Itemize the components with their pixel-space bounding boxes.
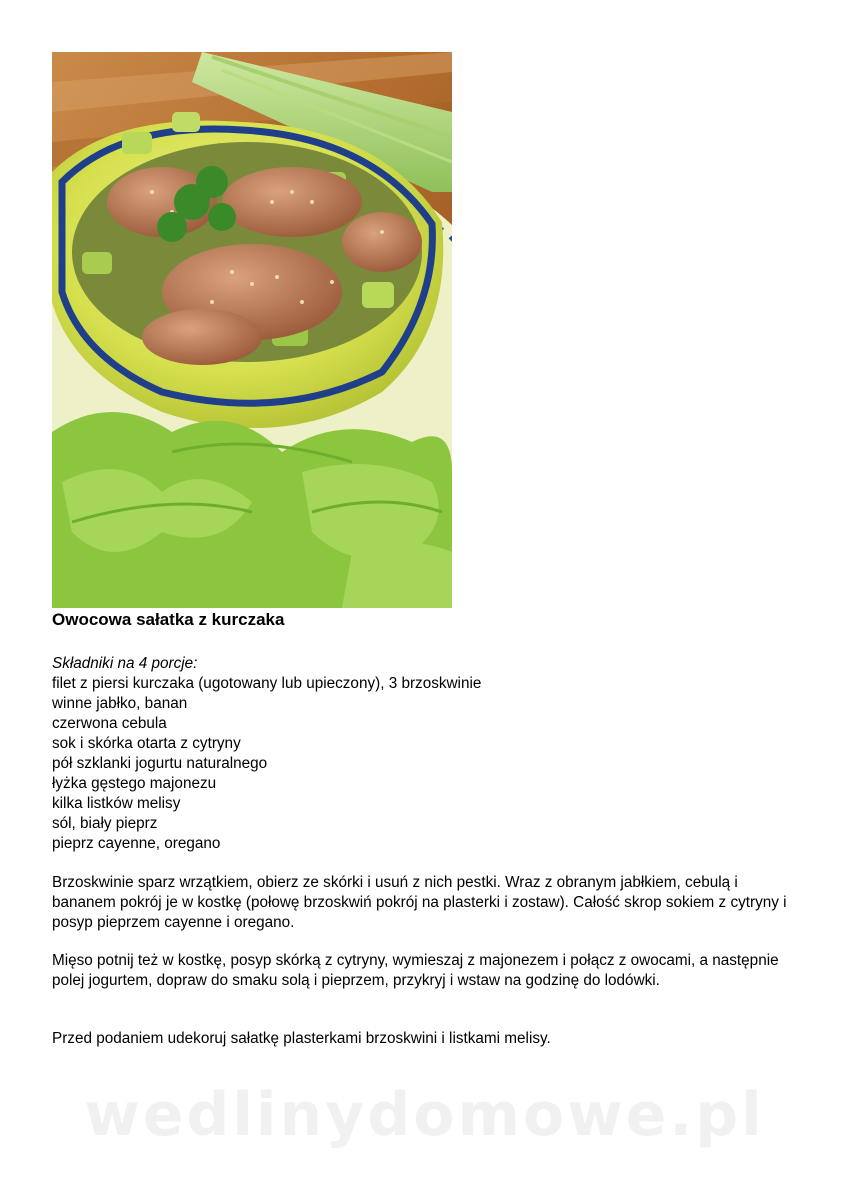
ingredient-item: pieprz cayenne, oregano	[52, 835, 221, 852]
ingredients-heading: Składniki na 4 porcje:	[52, 655, 198, 672]
ingredient-item: pół szklanki jogurtu naturalnego	[52, 755, 268, 772]
watermark: wedlinydomowe.pl	[84, 1080, 765, 1150]
instruction-paragraph: Mięso potnij też w kostkę, posyp skórką z cytryny, wymieszaj z majonezem i połącz z owocami, a następnie polej jogurtem, dopraw do smaku solą i pieprzem, przykryj i wstaw na godzinę do lodówki.	[52, 952, 779, 989]
ingredient-item: sól, biały pieprz	[52, 815, 158, 832]
ingredient-item: kilka listków melisy	[52, 795, 181, 812]
recipe-photo	[52, 52, 452, 608]
ingredient-item: filet z piersi kurczaka (ugotowany lub upieczony), 3 brzoskwinie	[52, 675, 482, 692]
ingredients-list	[52, 674, 481, 854]
ingredients-section	[52, 654, 481, 854]
ingredient-item: winne jabłko, banan	[52, 695, 188, 712]
ingredient-item: łyżka gęstego majonezu	[52, 775, 217, 792]
recipe-title: Owocowa sałatka z kurczaka	[52, 610, 285, 629]
instruction-paragraph: Przed podaniem udekoruj sałatkę plasterkami brzoskwini i listkami melisy.	[52, 1030, 551, 1047]
instruction-paragraph: Brzoskwinie sparz wrzątkiem, obierz ze skórki i usuń z nich pestki. Wraz z obranym jabłkiem, cebulą i bananem pokrój je w kostkę (połowę brzoskwiń pokrój na plasterki i zostaw). Całość skrop sokiem z cytryny i posyp pieprzem cayenne i oregano.	[52, 874, 787, 931]
ingredient-item: sok i skórka otarta z cytryny	[52, 735, 241, 752]
ingredient-item: czerwona cebula	[52, 715, 167, 732]
